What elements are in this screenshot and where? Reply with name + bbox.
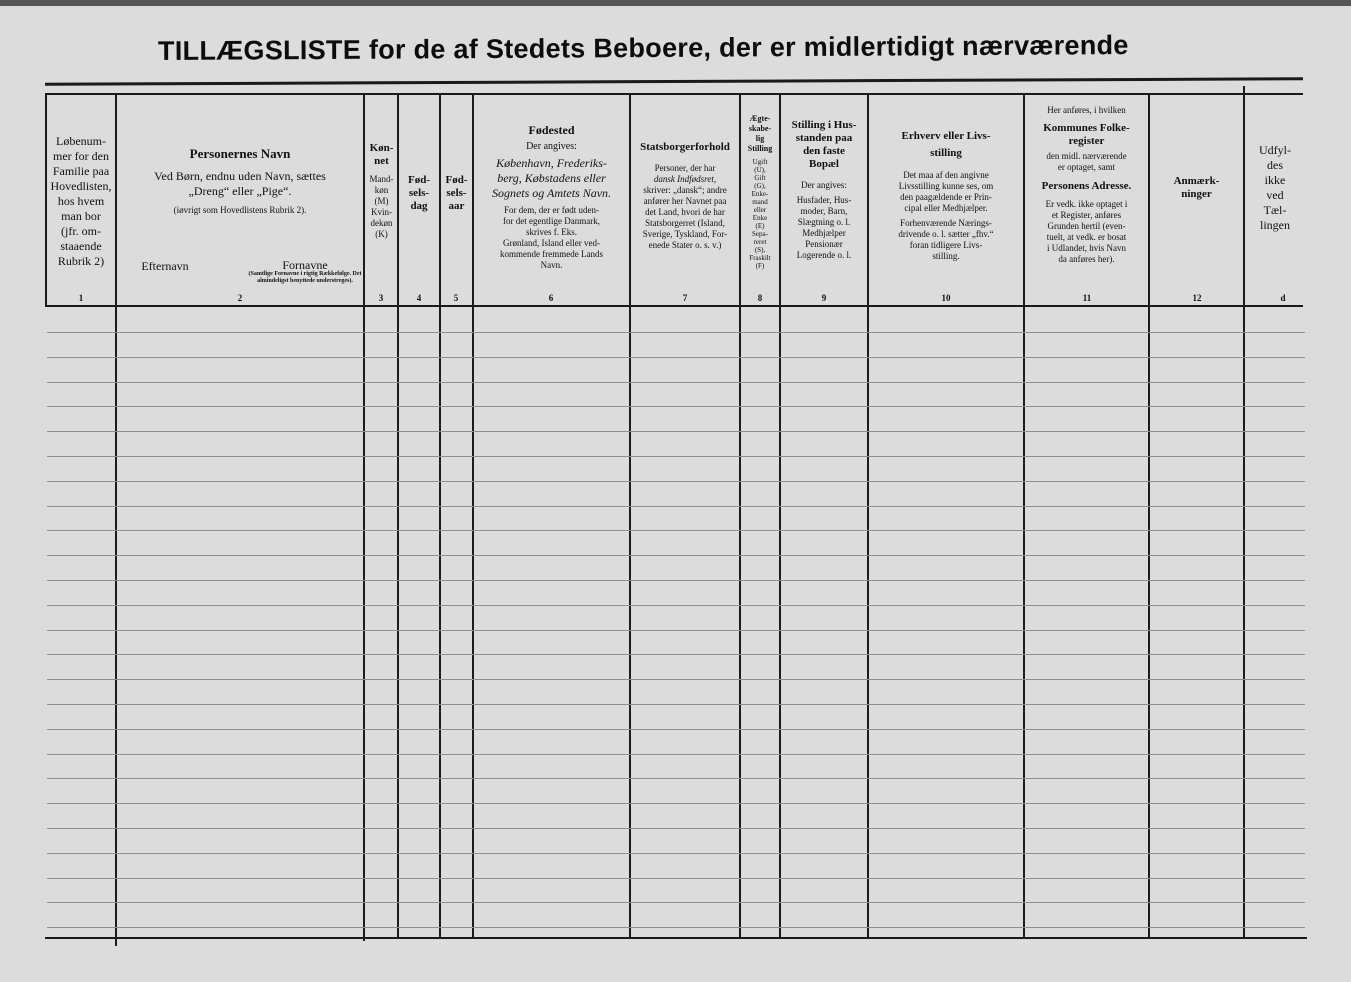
entry-line — [47, 382, 1305, 383]
col-1-header — [45, 134, 117, 269]
entry-line — [47, 853, 1305, 854]
col-8-text: (S), — [754, 246, 766, 254]
col-7-text: det Land, hvori de har — [645, 207, 725, 217]
entry-line — [47, 580, 1305, 581]
col-9-text: Pensionær — [805, 239, 843, 249]
col-6-italic: København, Frederiks- — [496, 156, 607, 170]
col-6-text: for det egentlige Danmark, — [503, 216, 600, 226]
col-8-text: Enke — [752, 214, 768, 222]
entry-line — [47, 927, 1305, 928]
col-3-text: dekøn — [370, 218, 393, 228]
col-8-heading: Stilling — [747, 144, 773, 153]
col-8-text: Fraskilt — [749, 254, 771, 262]
col-7-text: Sverige, Tyskland, For- — [642, 229, 728, 239]
table-bottom-rule — [45, 937, 1307, 939]
col-2-firstname-label: Fornavne — [282, 258, 328, 272]
col-10-text: stilling. — [932, 251, 960, 261]
col-9-text: moder, Barn, — [800, 206, 848, 216]
col-8-text: mand — [752, 198, 768, 206]
entry-line — [47, 679, 1305, 680]
col-10-text: Forhenværende Nærings- — [900, 218, 992, 228]
column-divider — [439, 93, 441, 939]
col-12-heading: ninger — [1181, 188, 1212, 200]
col-11-heading: register — [1068, 135, 1105, 147]
col-8-text: eller — [753, 206, 767, 214]
entry-line — [47, 729, 1305, 730]
entry-line — [47, 530, 1305, 531]
col-7-number: 7 — [682, 293, 688, 303]
entry-line — [47, 605, 1305, 606]
col-d-text: ikke — [1264, 173, 1286, 187]
col-10-heading: stilling — [930, 147, 962, 159]
col-7-heading: Statsborgerforhold — [640, 141, 730, 153]
form-title: TILLÆGSLISTE for de af Stedets Beboere, der er midlertidigt nærværende — [157, 30, 1129, 66]
col-1-number: 1 — [78, 293, 84, 303]
col-9-heading: Bopæl — [809, 158, 839, 170]
col-2-note: (iøvrigt som Hovedlistens Rubrik 2). — [173, 205, 307, 215]
col-1-text: staaende — [60, 239, 102, 253]
col-10-heading: Erhverv eller Livs- — [901, 130, 991, 142]
col-9-text: Husfader, Hus- — [796, 195, 852, 205]
entry-line — [47, 332, 1305, 333]
col-7-text: anfører her Navnet paa — [643, 196, 727, 206]
col-10-text: den paagældende er Prin- — [900, 192, 992, 202]
col-11-text: et Register, anføres — [1051, 210, 1122, 220]
entry-line — [47, 456, 1305, 457]
col-6-text: skrives f. Eks. — [526, 227, 577, 237]
col-11-text: tuelt, at vedk. er bosat — [1046, 232, 1127, 242]
col-9-text: Der angives: — [801, 180, 847, 190]
col-8-heading: skabe- — [748, 124, 772, 133]
col-6-number: 6 — [548, 293, 554, 303]
entry-line — [47, 902, 1305, 903]
col-8-text: Sepa- — [752, 230, 768, 238]
col-3-heading: net — [374, 155, 389, 167]
col-12-number: 12 — [1192, 293, 1202, 303]
title-rule — [45, 77, 1303, 85]
col-3-text: (M) — [374, 196, 389, 206]
col-11-text: Er vedk. ikke optaget i — [1045, 199, 1128, 209]
col-d-header — [1245, 143, 1305, 233]
col-10-text: drivende o. l. sætter „fhv.“ — [898, 229, 994, 239]
col-9-heading: standen paa — [795, 132, 853, 144]
col-6-text: Grønland, Island eller ved- — [503, 238, 600, 248]
col-4-heading: sels- — [408, 187, 430, 199]
header-bottom-rule — [45, 305, 1303, 307]
col-6-text: kommende fremmede Lands — [500, 249, 603, 259]
col-7-text: enede Stater o. s. v.) — [648, 240, 722, 250]
col-10-number: 10 — [941, 293, 951, 303]
col-7-text: Statsborgerret (Island, — [645, 218, 725, 228]
col-8-header — [740, 114, 780, 270]
col-4-header — [398, 174, 440, 213]
col-8-text: Enke- — [751, 190, 769, 198]
entry-line — [47, 431, 1305, 432]
column-divider — [1148, 93, 1150, 939]
col-9-heading: Stilling i Hus- — [791, 119, 857, 131]
entry-line — [47, 878, 1305, 879]
col-d-text: Udfyl- — [1259, 143, 1291, 157]
col-8-text: (U), — [754, 166, 766, 174]
entry-line — [47, 406, 1305, 407]
col-2-surname-label: Efternavn — [141, 259, 189, 273]
col-10-text: Det maa af den angivne — [903, 170, 989, 180]
col-12-header — [1150, 175, 1243, 201]
entry-line — [47, 481, 1305, 482]
col-11-top: Her anføres, i hvilken — [1047, 105, 1126, 115]
col-3-text: køn — [374, 185, 389, 195]
col-1-text: man bor — [61, 209, 101, 223]
col-11-text: Grunden hertil (even- — [1047, 221, 1126, 231]
col-11-heading2: Personens Adresse. — [1041, 180, 1132, 192]
col-6-text: For dem, der er født uden- — [504, 205, 599, 215]
col-7-header — [631, 141, 739, 251]
col-3-text: (K) — [375, 229, 388, 239]
col-2-heading: Personernes Navn — [189, 146, 291, 161]
header-top-rule — [45, 93, 1303, 95]
col-4-number: 4 — [416, 293, 422, 303]
entry-line — [47, 803, 1305, 804]
col-9-text: Logerende o. l. — [796, 250, 852, 260]
col-8-heading: lig — [755, 134, 765, 143]
col-6-italic: berg, Købstadens eller — [497, 171, 606, 185]
col-2-number: 2 — [237, 293, 243, 303]
col-10-text: Livsstilling kunne ses, om — [898, 181, 994, 191]
col-11-text: i Udlandet, hvis Navn — [1047, 243, 1126, 253]
col-1-text: Løbenum- — [56, 134, 106, 148]
col-1-text: hos hvem — [57, 194, 105, 208]
entry-line — [47, 555, 1305, 556]
entry-line — [47, 704, 1305, 705]
col-8-text: Ugift — [752, 158, 768, 166]
col-1-text: Hovedlisten, — [50, 179, 112, 193]
col-2-firstname-note: (Samtlige Fornavne i rigtig Rækkefølge. Det almindeligst benyttede understreges). — [248, 271, 362, 284]
col-6-italic: Sognets og Amtets Navn. — [491, 186, 612, 200]
col-3-heading: Køn- — [369, 142, 394, 154]
col-9-heading: den faste — [803, 145, 845, 157]
col-10-header — [869, 130, 1023, 262]
col-4-heading: dag — [410, 200, 428, 212]
col-3-header — [364, 142, 399, 240]
col-7-text: skriver: „dansk“; andre — [643, 185, 727, 195]
col-5-heading: Fød- — [445, 174, 468, 186]
col-2-line1: Ved Børn, endnu uden Navn, sættes — [154, 169, 326, 183]
col-5-heading: sels- — [446, 187, 467, 199]
col-1-text: Familie paa — [52, 164, 110, 178]
col-d-text: ved — [1266, 188, 1284, 202]
col-2-header — [117, 146, 363, 216]
col-9-text: Medhjælper — [802, 228, 846, 238]
col-3-text: Mand- — [369, 174, 394, 184]
col-8-text: (E) — [755, 222, 765, 230]
col-8-number: 8 — [757, 293, 763, 303]
col-4-heading: Fød- — [408, 174, 430, 186]
col-2-line2: „Dreng“ eller „Pige“. — [188, 184, 292, 198]
col-6-header — [474, 123, 629, 271]
col-6-heading: Fødested — [528, 123, 575, 137]
col-11-heading: Kommunes Folke- — [1043, 122, 1130, 134]
col-11-text: den midl. nærværende — [1046, 151, 1127, 161]
col-9-text: Slægtning o. l. — [797, 217, 851, 227]
entry-line — [47, 754, 1305, 755]
col-5-header — [440, 174, 473, 213]
col-12-heading: Anmærk- — [1173, 175, 1220, 187]
entry-line — [47, 654, 1305, 655]
col-d-text: des — [1267, 158, 1283, 172]
col-3-number: 3 — [378, 293, 384, 303]
col-1-text: (jfr. om- — [61, 224, 101, 238]
col-d-number: d — [1280, 293, 1286, 303]
col-d-text: Tæl- — [1263, 203, 1287, 217]
col-11-text: er optaget, samt — [1057, 162, 1116, 172]
entry-line — [47, 357, 1305, 358]
col-11-number: 11 — [1082, 293, 1092, 303]
col-5-number: 5 — [453, 293, 459, 303]
col-8-text: (F) — [755, 262, 765, 270]
col-6-sub: Der angives: — [526, 141, 577, 152]
col-7-text: dansk Indfødsret, — [653, 174, 717, 184]
col-11-text: da anføres her). — [1058, 254, 1115, 264]
col-8-text: (G), — [754, 182, 766, 190]
col-6-text: Navn. — [540, 260, 563, 270]
entry-line — [47, 828, 1305, 829]
col-10-text: foran tidligere Livs- — [909, 240, 983, 250]
col-5-heading: aar — [448, 200, 465, 212]
col-11-header — [1025, 105, 1148, 265]
col-7-text: Personer, der har — [654, 163, 716, 173]
col-10-text: cipal eller Medhjælper. — [904, 203, 988, 213]
col-9-header — [781, 119, 867, 261]
col-d-text: lingen — [1260, 218, 1290, 232]
col-3-text: Kvin- — [371, 207, 392, 217]
col-1-text: mer for den — [53, 149, 109, 163]
col-9-number: 9 — [821, 293, 827, 303]
col-1-text: Rubrik 2) — [57, 254, 105, 268]
col-8-heading: Ægte- — [749, 114, 771, 123]
entry-line — [47, 506, 1305, 507]
col-8-text: reret — [753, 238, 767, 246]
col-8-text: Gift — [754, 174, 766, 182]
entry-line — [47, 630, 1305, 631]
entry-line — [47, 778, 1305, 779]
